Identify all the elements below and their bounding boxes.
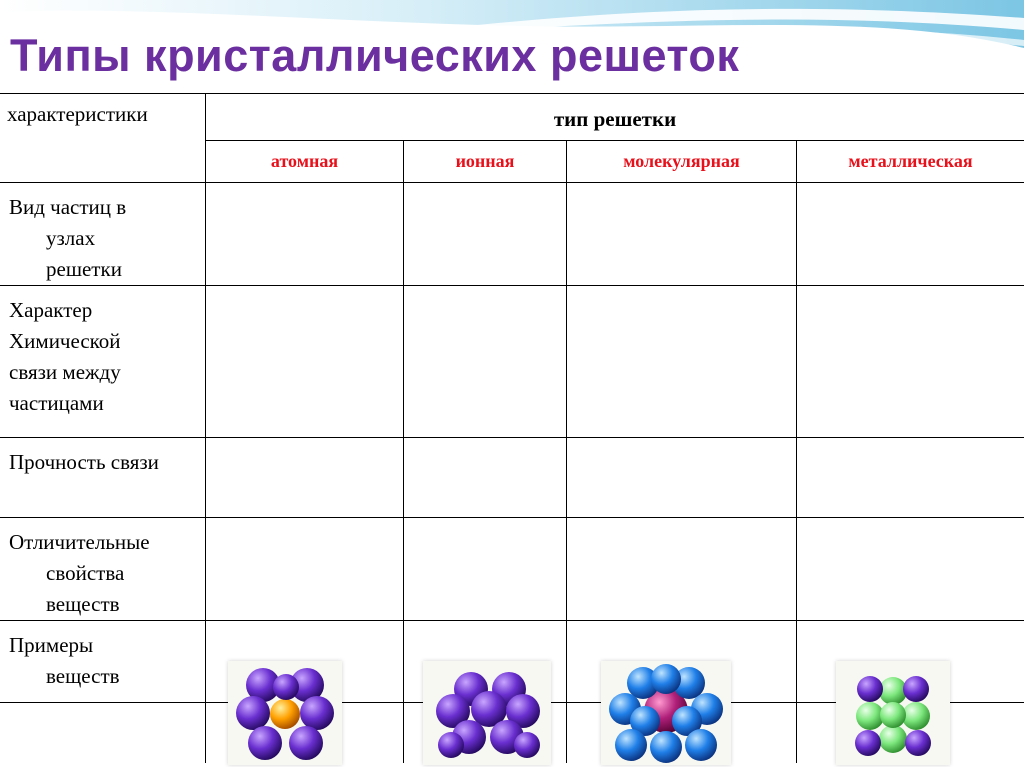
type-metallic: металлическая <box>797 141 1024 183</box>
row-label-examples: Примеры веществ <box>0 621 206 703</box>
table-cell[interactable] <box>404 518 567 621</box>
table-cell[interactable] <box>797 438 1024 518</box>
table-cell[interactable] <box>567 518 797 621</box>
table-cell[interactable] <box>404 286 567 438</box>
molecular-lattice-image <box>601 661 731 765</box>
table-cell[interactable] <box>206 438 404 518</box>
table-cell[interactable] <box>797 183 1024 286</box>
table-cell[interactable] <box>797 286 1024 438</box>
type-atomic: атомная <box>206 141 404 183</box>
table-cell[interactable] <box>567 183 797 286</box>
table-cell[interactable] <box>567 438 797 518</box>
table-cell[interactable] <box>404 438 567 518</box>
ionic-lattice-image <box>423 661 551 765</box>
row-label-bond-strength: Прочность связи <box>0 438 206 518</box>
row-label-particles: Вид частиц в узлах решетки <box>0 183 206 286</box>
characteristics-header: характеристики <box>0 94 206 183</box>
table-cell[interactable] <box>404 183 567 286</box>
table-cell[interactable] <box>206 286 404 438</box>
table-cell[interactable] <box>206 518 404 621</box>
table-cell[interactable] <box>567 286 797 438</box>
row-label-properties: Отличительные свойства веществ <box>0 518 206 621</box>
metallic-lattice-image <box>836 661 950 765</box>
table-cell[interactable] <box>797 518 1024 621</box>
atomic-lattice-image <box>228 661 342 765</box>
type-ionic: ионная <box>404 141 567 183</box>
row-label-bond-type: Характер Химической связи между частицами <box>0 286 206 438</box>
type-molecular: молекулярная <box>567 141 797 183</box>
page-title: Типы кристаллических решеток <box>10 30 740 81</box>
table-cell[interactable] <box>206 183 404 286</box>
lattice-type-header: тип решетки <box>206 94 1024 141</box>
